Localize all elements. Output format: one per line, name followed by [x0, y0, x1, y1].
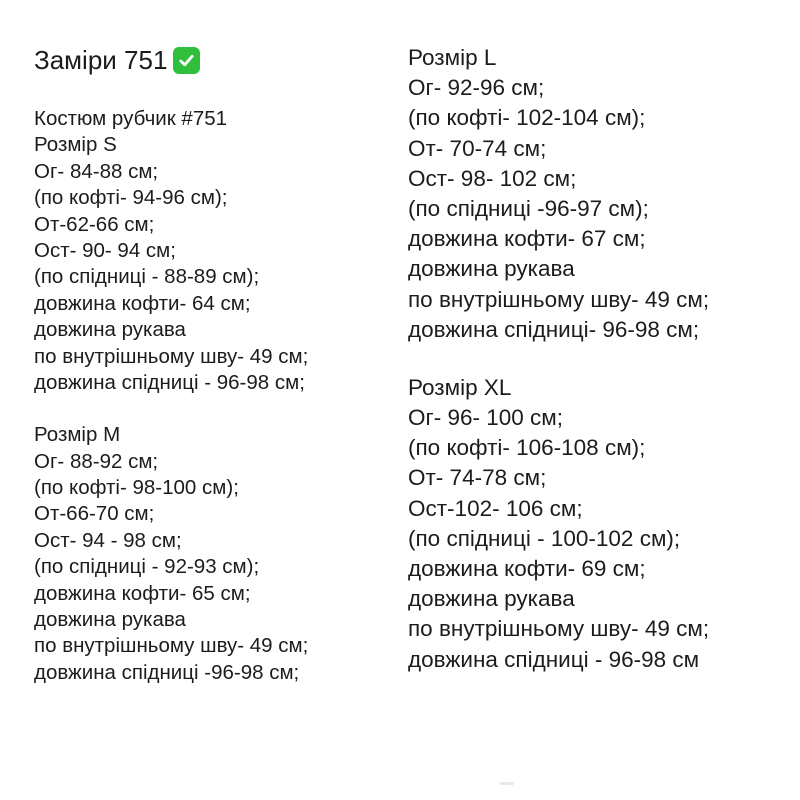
size-s-line: по внутрішньому шву- 49 см; — [34, 344, 309, 368]
size-s-line: довжина спідниці - 96-98 см; — [34, 370, 305, 394]
size-m-line: Ост- 94 - 98 см; — [34, 528, 182, 552]
size-xl-line: довжина рукава — [408, 586, 575, 612]
size-l-line: Ост- 98- 102 см; — [408, 165, 577, 191]
size-s-line: довжина кофти- 64 см; — [34, 291, 251, 315]
size-l-block — [408, 43, 709, 345]
size-l-line: Ог- 92-96 см; — [408, 75, 545, 101]
size-xl-line: Ог- 96- 100 см; — [408, 405, 563, 431]
size-m-heading: Розмір M — [34, 423, 121, 447]
size-xl-line: От- 74-78 см; — [408, 465, 547, 491]
size-s-line: (по кофті- 94-96 см); — [34, 186, 228, 210]
size-l-heading: Розмір L — [408, 45, 497, 70]
size-l-line: (по кофті- 102-104 см); — [408, 105, 646, 131]
size-s-line: (по спідниці - 88-89 см); — [34, 265, 260, 289]
size-m-line: довжина кофти- 65 см; — [34, 581, 251, 605]
size-m-line: (по спідниці - 92-93 см); — [34, 555, 260, 579]
size-s-block — [34, 132, 308, 396]
size-s-line: От-62-66 см; — [34, 212, 155, 236]
home-indicator — [500, 782, 514, 785]
size-l-line: довжина рукава — [408, 256, 575, 282]
right-column — [408, 43, 709, 675]
size-m-line: От-66-70 см; — [34, 502, 155, 526]
size-m-block — [34, 422, 308, 686]
size-s-heading: Розмір S — [34, 133, 117, 157]
size-xl-line: по внутрішньому шву- 49 см; — [408, 616, 710, 642]
size-s-line: Ог- 84-88 см; — [34, 159, 159, 183]
size-l-line: довжина кофти- 67 см; — [408, 226, 646, 252]
size-m-line: довжина спідниці -96-98 см; — [34, 660, 300, 684]
size-xl-line: (по спідниці - 100-102 см); — [408, 525, 681, 551]
size-xl-heading: Розмір XL — [408, 374, 512, 400]
check-mark-icon — [173, 47, 200, 74]
size-s-line: довжина рукава — [34, 318, 186, 342]
left-column — [34, 106, 308, 686]
size-l-line: (по спідниці -96-97 см); — [408, 195, 649, 221]
size-m-line: Ог- 88-92 см; — [34, 449, 159, 473]
size-l-line: От- 70-74 см; — [408, 135, 547, 161]
size-m-line: довжина рукава — [34, 608, 186, 632]
check-mark-glyph — [177, 51, 196, 70]
size-s-line: Ост- 90- 94 см; — [34, 238, 176, 262]
size-l-line: по внутрішньому шву- 49 см; — [408, 286, 710, 312]
block-spacer — [408, 345, 709, 373]
product-name: Костюм рубчик #751 — [34, 107, 228, 130]
size-xl-line: (по кофті- 106-108 см); — [408, 435, 646, 461]
size-m-line: по внутрішньому шву- 49 см; — [34, 634, 309, 658]
page-title-row — [34, 42, 200, 78]
size-m-line: (по кофті- 98-100 см); — [34, 476, 239, 500]
page-title: Заміри 751 — [34, 45, 168, 75]
size-xl-block — [408, 373, 709, 675]
size-xl-line: довжина кофти- 69 см; — [408, 556, 646, 581]
size-xl-line: Ост-102- 106 см; — [408, 495, 583, 521]
size-xl-line: довжина спідниці - 96-98 см — [408, 646, 700, 672]
size-l-line: довжина спідниці- 96-98 см; — [408, 316, 700, 342]
block-spacer — [34, 396, 308, 422]
